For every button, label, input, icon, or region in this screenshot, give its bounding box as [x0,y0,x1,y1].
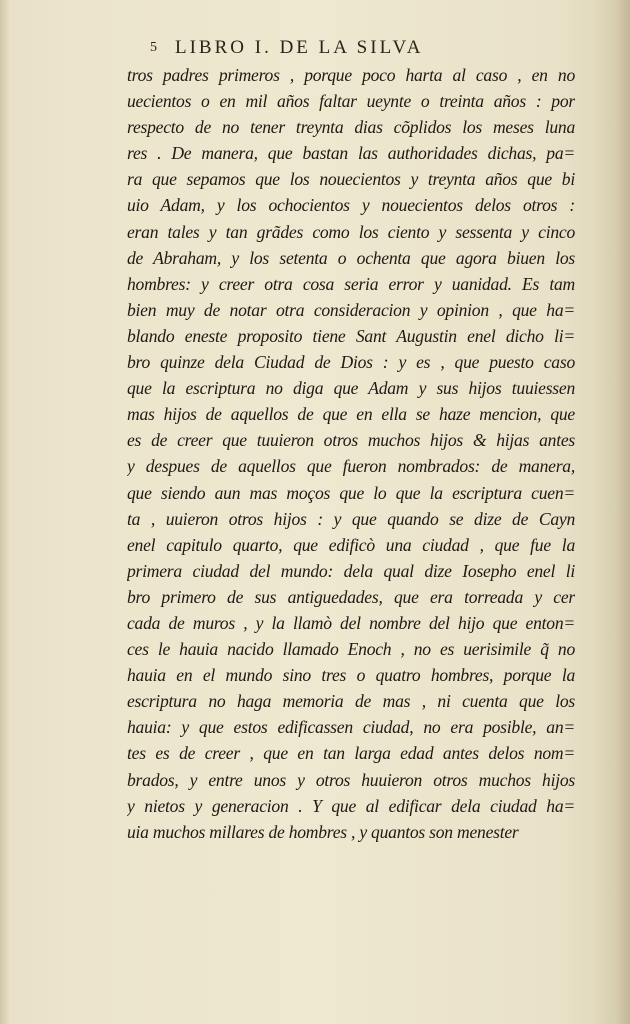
text-line: primera ciudad del mundo: dela qual dize Iosepho enel li [127,560,575,581]
text-line: uia muchos millares de hombres , y quantos son menester [127,821,519,842]
text-line: res . De manera, que bastan las authoridades dichas, pa= [127,143,575,164]
text-line: eran tales y tan grãdes como los ciento y sessenta y cinco [127,221,575,242]
text-line: tes es de creer , que en tan larga edad antes delos nom= [127,743,575,764]
text-line: hauia: y que estos edificassen ciudad, no era posible, an= [127,717,575,738]
text-line: hombres: y creer otra cosa seria error y uanidad. Es tam [127,273,575,294]
text-line: que siendo aun mas moços que lo que la escriptura cuen= [127,482,575,503]
body-text [127,62,575,845]
text-line: de Abraham, y los setenta o ochenta que agora biuen los [127,247,575,268]
text-line: escriptura no haga memoria de mas , ni cuenta que los [127,691,575,712]
text-line: bro primero de sus antiguedades, que era torreada y cer [127,586,575,607]
text-line: ra que sepamos que los nouecientos y treynta años que bi [127,169,575,190]
text-line: es de creer que tuuieron otros muchos hijos & hijas antes [127,430,575,451]
text-line: hauia en el mundo sino tres o quatro hombres, porque la [127,665,575,686]
page-mark: 5 [150,40,157,55]
text-line: mas hijos de aquellos de que en ella se haze mencion, que [127,404,575,425]
text-line: respecto de no tener treynta dias cõplidos los meses luna [127,117,575,138]
text-line: brados, y entre unos y otros huuieron otros muchos hijos [127,769,575,790]
text-line: bro quinze dela Ciudad de Dios : y es , que puesto caso [127,352,575,373]
text-line: blando eneste proposito tiene Sant Augustin enel dicho li= [127,325,575,346]
text-line: cada de muros , y la llamò del nombre del hijo que enton= [127,612,575,633]
page-title: LIBRO I. DE LA SILVA [175,37,424,58]
text-line: y nietos y generacion . Y que al edificar dela ciudad ha= [127,795,575,816]
text-line: tros padres primeros , porque poco harta al caso , en no [127,65,575,85]
text-line: que la escriptura no diga que Adam y sus hijos tuuiessen [127,378,575,399]
text-line: ta , uuieron otros hijos : y que quando se dize de Cayn [127,508,575,529]
text-line: bien muy de notar otra consideracion y opinion , que ha= [127,299,575,320]
text-line: enel capitulo quarto, que edificò una ciudad , que fue la [127,534,575,555]
text-line: y despues de aquellos que fueron nombrados: de manera, [127,456,575,477]
page-fold-shadow [590,0,630,1024]
text-line: uio Adam, y los ochocientos y nouecientos delos otros : [127,195,575,216]
text-line: uecientos o en mil años faltar ueynte o treinta años : por [127,91,575,112]
text-line: ces le hauia nacido llamado Enoch , no es uerisimile q̃ no [127,639,575,660]
running-head [150,36,530,60]
